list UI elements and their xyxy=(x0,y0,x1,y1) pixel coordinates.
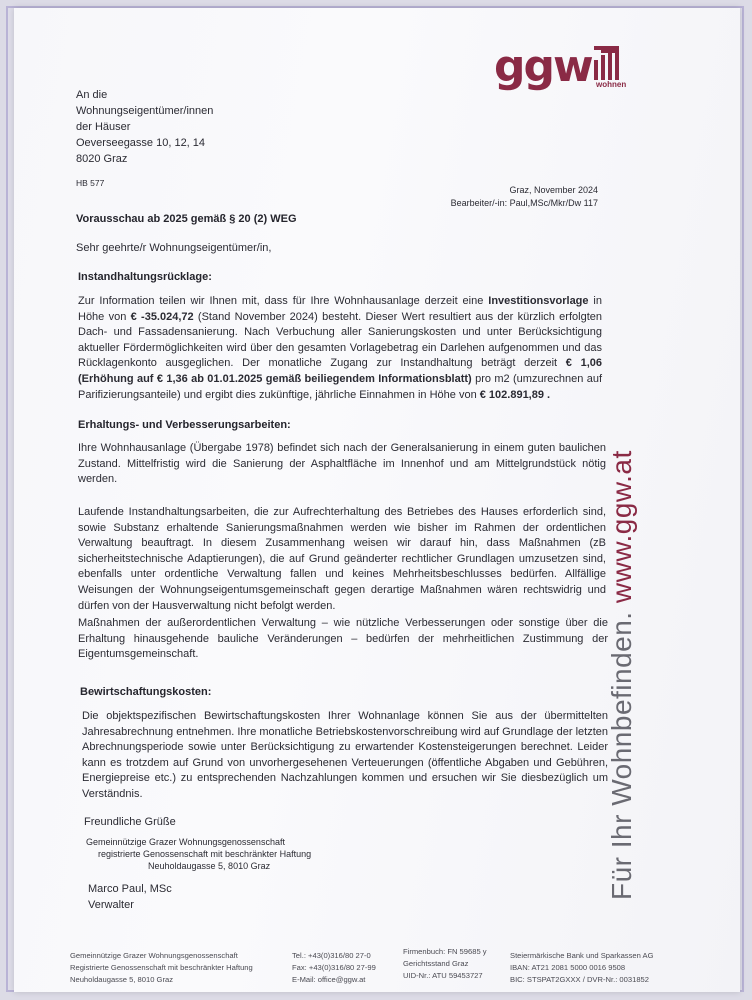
closing-greeting: Freundliche Grüße xyxy=(84,816,176,828)
logo-bars-icon xyxy=(594,46,628,80)
stamp-line-2: registrierte Genossenschaft mit beschränkter Haftung xyxy=(98,849,312,859)
reserve-amount-deficit: € -35.024,72 xyxy=(130,310,194,323)
footer-legal-form: Registrierte Genossenschaft mit beschränkter Haftung xyxy=(70,963,253,972)
recipient-line-3: der Häuser xyxy=(76,121,131,133)
reserve-text-c: in Höhe von xyxy=(78,295,602,323)
footer-bank: Steiermärkische Bank und Sparkassen AG xyxy=(510,951,654,960)
footer-col-3 xyxy=(403,946,487,982)
reserve-text-e: (Stand November 2024) besteht. Dieser Wert resultiert aus der kürzlich erfolgten Dach- und Fassadensanierung. Nach Verbuchung aller Sanierungskosten und unter Berücksichtigung aktueller Fördermöglichkeiten wird über den gesamten Vorlagebetrag ein Darlehen aufgenommen und das Rücklagenkonto ausgeglichen. Der monatliche Zugang zur Instandhaltung beträgt derzeit xyxy=(78,310,602,370)
recipient-line-2: Wohnungseigentümer/innen xyxy=(76,105,214,117)
processor-line: Bearbeiter/-in: Paul,MSc/Mkr/Dw 117 xyxy=(450,198,598,208)
recipient-line-5: 8020 Graz xyxy=(76,153,128,165)
footer-register: Firmenbuch: FN 59685 y xyxy=(403,947,487,956)
reserve-text-g: pro m2 (umzurechnen auf Parifizierungsanteile) und ergibt dies zukünftige, jährliche Einnahmen in Höhe von xyxy=(78,372,602,401)
date-line: Graz, November 2024 xyxy=(509,185,598,195)
heading-costs: Bewirtschaftungskosten: xyxy=(80,686,212,698)
reserve-text-a: Zur Information teilen wir Ihnen mit, dass für Ihre Wohnhausanlage derzeit eine xyxy=(78,295,489,307)
signer-title: Verwalter xyxy=(88,899,134,911)
footer-iban: IBAN: AT21 2081 5000 0016 9508 xyxy=(510,963,626,972)
footer-fax: Fax: +43(0)316/80 27-99 xyxy=(292,963,376,972)
footer-bic: BIC: STSPAT2GXXX / DVR-Nr.: 0031852 xyxy=(510,975,649,984)
paragraph-costs: Die objektspezifischen Bewirtschaftungskosten Ihrer Wohnanlage können Sie aus der übermittelten Jahresabrechnung entnehmen. Ihre monatliche Betriebskostenvorschreibung wird auf Grundlage der letzten Abrechnungsperiode sowie unter Berücksichtigung zu erwartender Kostensteigerungen berechnet. Leider kann es trotzdem auf Grund von unvorhergesehenen Verteuerungen (öffentliche Abgaben und Gebühren, Energiepreise etc.) zu entsprechenden Nachzahlungen kommen und ersuchen wir Sie diesbezüglich um Verständnis. xyxy=(82,710,608,800)
stamp-line-1: Gemeinnützige Grazer Wohnungsgenossenschaft xyxy=(86,837,285,847)
logo-text: ggw xyxy=(494,41,592,92)
side-url: www.ggw.at xyxy=(606,450,637,604)
heading-maintenance: Erhaltungs- und Verbesserungsarbeiten: xyxy=(78,419,291,431)
reserve-text-i: . xyxy=(543,388,551,401)
signer-name: Marco Paul, MSc xyxy=(88,883,172,895)
paragraph-reserve xyxy=(78,294,602,403)
footer-col-1 xyxy=(70,950,253,986)
side-slogan-text: Für Ihr Wohnbefinden. xyxy=(606,611,637,900)
footer-email: E-Mail: office@ggw.at xyxy=(292,975,366,984)
logo-subtext: wohnen xyxy=(596,80,627,89)
paragraph-maintenance-2: Laufende Instandhaltungsarbeiten, die zur Aufrechterhaltung des Betriebes des Hauses erforderlich sind, sowie Substanz erhaltende Sanierungsmaßnahmen werden wie bisher im Rahmen der ordentlichen Verwaltung beauftragt. In diesem Zusammenhang weisen wir darauf hin, dass Maßnahmen (zB sicherheitstechnische Adaptierungen), die auf Grund geänderter rechtlicher Grundlagen umzusetzen sind, ebenfalls unter ordentliche Verwaltung fallen und keines Mehrheitsbeschlusses bedürfen. Allfällige Weisungen der Wohnungseigentumsgemeinschaft gegen derartige Maßnahmen wären rechtswidrig und dürfen von der Hausverwaltung nicht befolgt werden. xyxy=(78,506,606,612)
reference-code: HB 577 xyxy=(76,178,105,188)
recipient-line-1: An die xyxy=(76,89,108,101)
footer-court: Gerichtsstand Graz xyxy=(403,959,469,968)
salutation: Sehr geehrte/r Wohnungseigentümer/in, xyxy=(76,242,272,254)
subject-line: Vorausschau ab 2025 gemäß § 20 (2) WEG xyxy=(76,213,297,225)
ggw-logo xyxy=(494,42,634,96)
footer-col-4 xyxy=(510,950,654,986)
reserve-text-b: Investitionsvorlage xyxy=(488,295,589,307)
footer-address: Neuholdaugasse 5, 8010 Graz xyxy=(70,975,174,984)
stamp-line-3: Neuholdaugasse 5, 8010 Graz xyxy=(148,861,271,871)
footer-phone: Tel.: +43(0)316/80 27-0 xyxy=(292,951,371,960)
recipient-line-4: Oeverseegasse 10, 12, 14 xyxy=(76,137,206,149)
side-slogan xyxy=(606,450,638,900)
footer-col-2 xyxy=(292,950,376,986)
reserve-annual-income: € 102.891,89 xyxy=(479,388,544,401)
footer-uid: UID-Nr.: ATU 59453727 xyxy=(403,971,483,980)
paragraph-maintenance-1: Ihre Wohnhausanlage (Übergabe 1978) befindet sich nach der Generalsanierung in einem guten baulichen Zustand. Mittelfristig wird die Sanierung der Asphaltfläche im Innenhof und am Mittelgrundstück nötig werden. xyxy=(78,442,606,486)
footer-company: Gemeinnützige Grazer Wohnungsgenossenschaft xyxy=(70,951,238,960)
paragraph-maintenance-3: Maßnahmen der außerordentlichen Verwaltung – wie nützliche Verbesserungen oder sonstige über die Erhaltung hinausgehende bauliche Veränderungen – bedürfen der mehrheitlichen Zustimmung der Eigentumsgemeinschaft. xyxy=(78,617,608,661)
heading-reserve: Instandhaltungsrücklage: xyxy=(78,271,212,283)
reserve-rate: € 1,06 (Erhöhung auf € 1,36 ab 01.01.2025 gemäß beiliegendem Informationsblatt) xyxy=(78,357,602,385)
